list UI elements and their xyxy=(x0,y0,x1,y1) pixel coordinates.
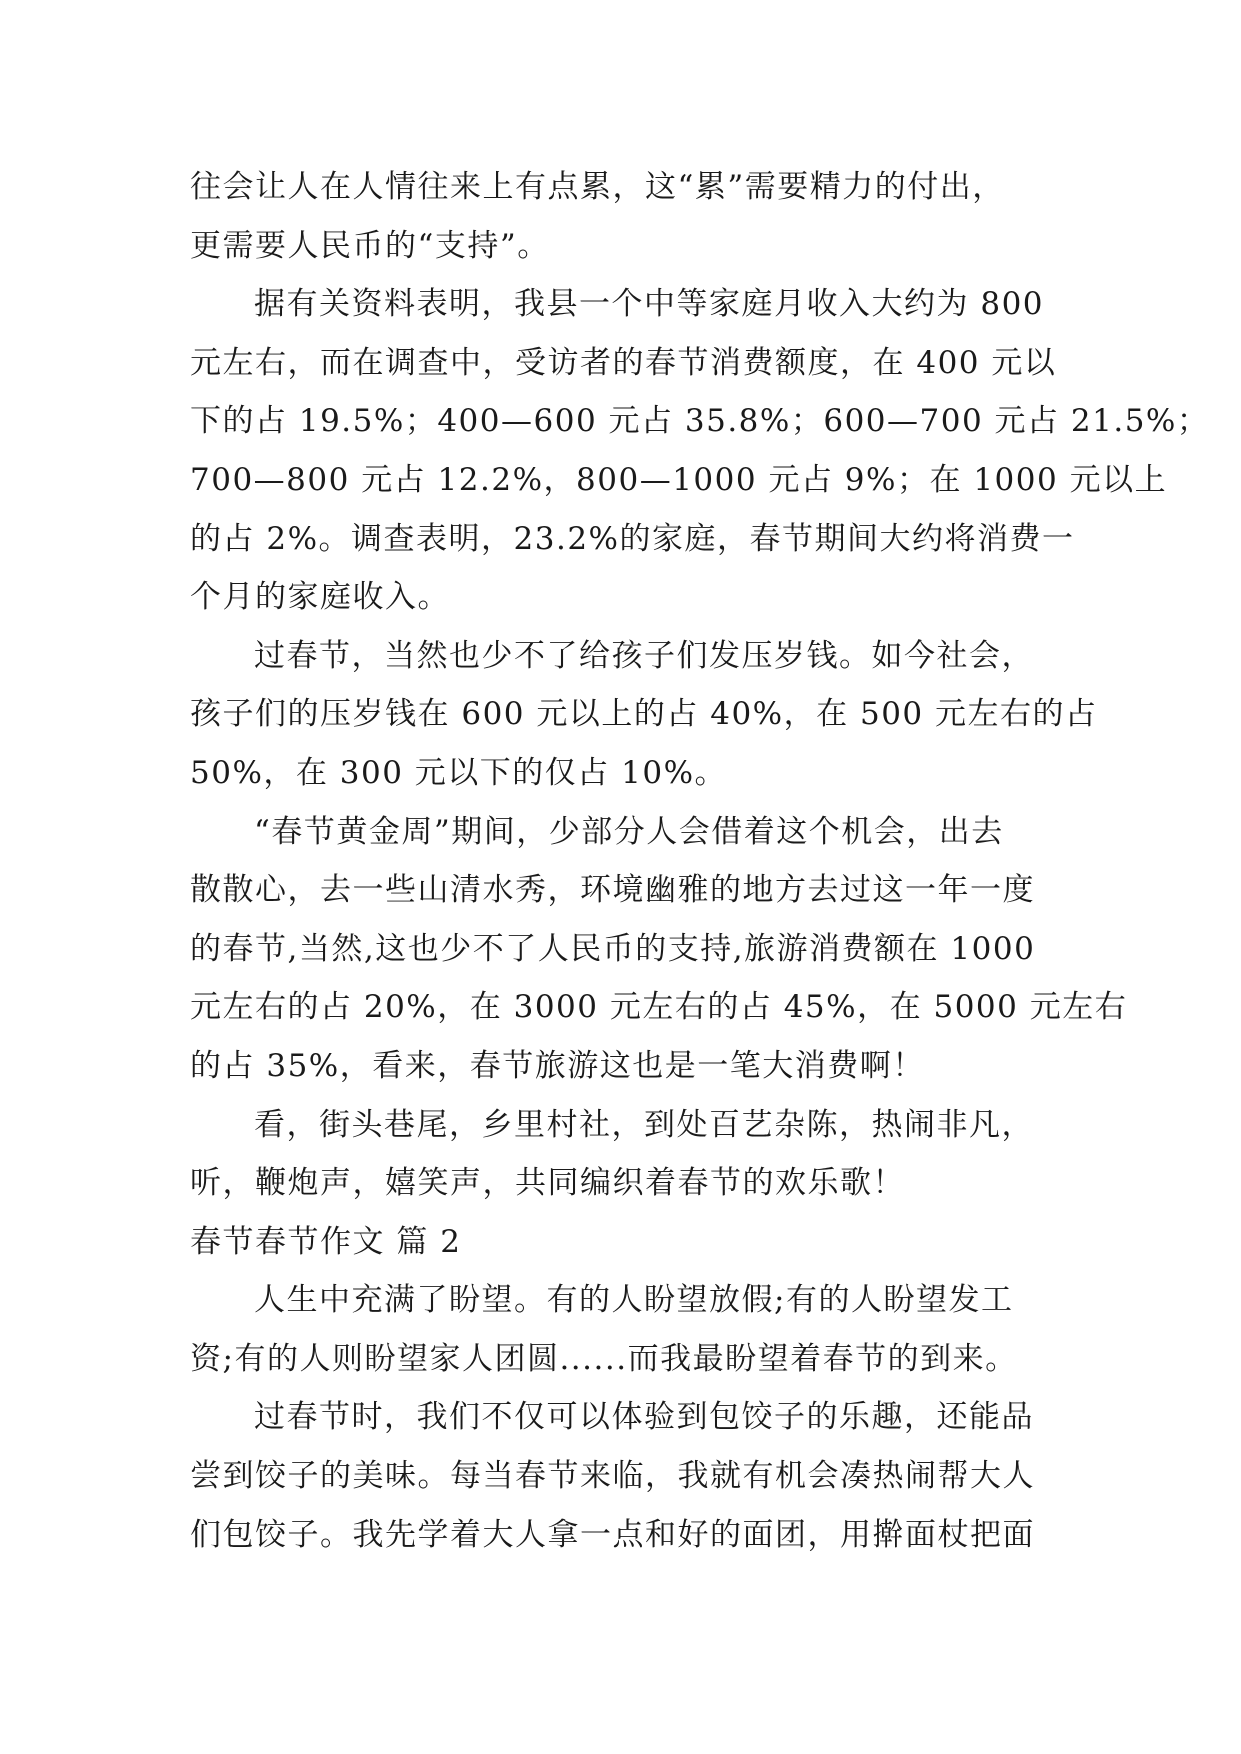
text-line: 的占 35%，看来，春节旅游这也是一笔大消费啊！ xyxy=(190,1047,925,1084)
text-line: 个月的家庭收入。 xyxy=(190,579,450,616)
text-line: 更需要人民币的“支持”。 xyxy=(190,227,550,264)
text-line: 的占 2%。调查表明，23.2%的家庭，春节期间大约将消费一 xyxy=(190,520,1075,557)
text-line: 资;有的人则盼望家人团圆......而我最盼望着春节的到来。 xyxy=(190,1340,1018,1377)
text-line: 50%，在 300 元以下的仅占 10%。 xyxy=(190,754,728,791)
document-body xyxy=(190,158,1210,1564)
text-line: 700—800 元占 12.2%，800—1000 元占 9%；在 1000 元以上 xyxy=(190,461,1168,498)
text-line: 元左右的占 20%，在 3000 元左右的占 45%，在 5000 元左右 xyxy=(190,989,1128,1026)
text-line: 听，鞭炮声，嬉笑声，共同编织着春节的欢乐歌！ xyxy=(190,1165,905,1202)
text-line: 过春节，当然也少不了给孩子们发压岁钱。如今社会， xyxy=(254,637,1034,674)
text-line: 人生中充满了盼望。有的人盼望放假;有的人盼望发工 xyxy=(254,1282,1014,1319)
text-line: “春节黄金周”期间，少部分人会借着这个机会，出去 xyxy=(254,813,1004,850)
text-line: 散散心，去一些山清水秀，环境幽雅的地方去过这一年一度 xyxy=(190,872,1035,909)
text-line: 元左右，而在调查中，受访者的春节消费额度，在 400 元以 xyxy=(190,344,1057,381)
text-line: 尝到饺子的美味。每当春节来临，我就有机会凑热闹帮大人 xyxy=(190,1458,1035,1495)
section-title: 春节春节作文 篇 2 xyxy=(190,1223,462,1260)
text-line: 下的占 19.5%；400—600 元占 35.8%；600—700 元占 21.5%； xyxy=(190,403,1210,440)
text-line: 过春节时，我们不仅可以体验到包饺子的乐趣，还能品 xyxy=(254,1399,1034,1436)
text-line: 往会让人在人情往来上有点累，这“累”需要精力的付出， xyxy=(190,169,1005,205)
text-line: 据有关资料表明，我县一个中等家庭月收入大约为 800 xyxy=(254,286,1045,323)
text-line: 的春节,当然,这也少不了人民币的支持,旅游消费额在 1000 xyxy=(190,930,1036,967)
text-line: 们包饺子。我先学着大人拿一点和好的面团，用擀面杖把面 xyxy=(190,1516,1035,1553)
text-line: 孩子们的压岁钱在 600 元以上的占 40%，在 500 元左右的占 xyxy=(190,696,1098,733)
text-line: 看，街头巷尾，乡里村社，到处百艺杂陈，热闹非凡， xyxy=(254,1106,1034,1143)
